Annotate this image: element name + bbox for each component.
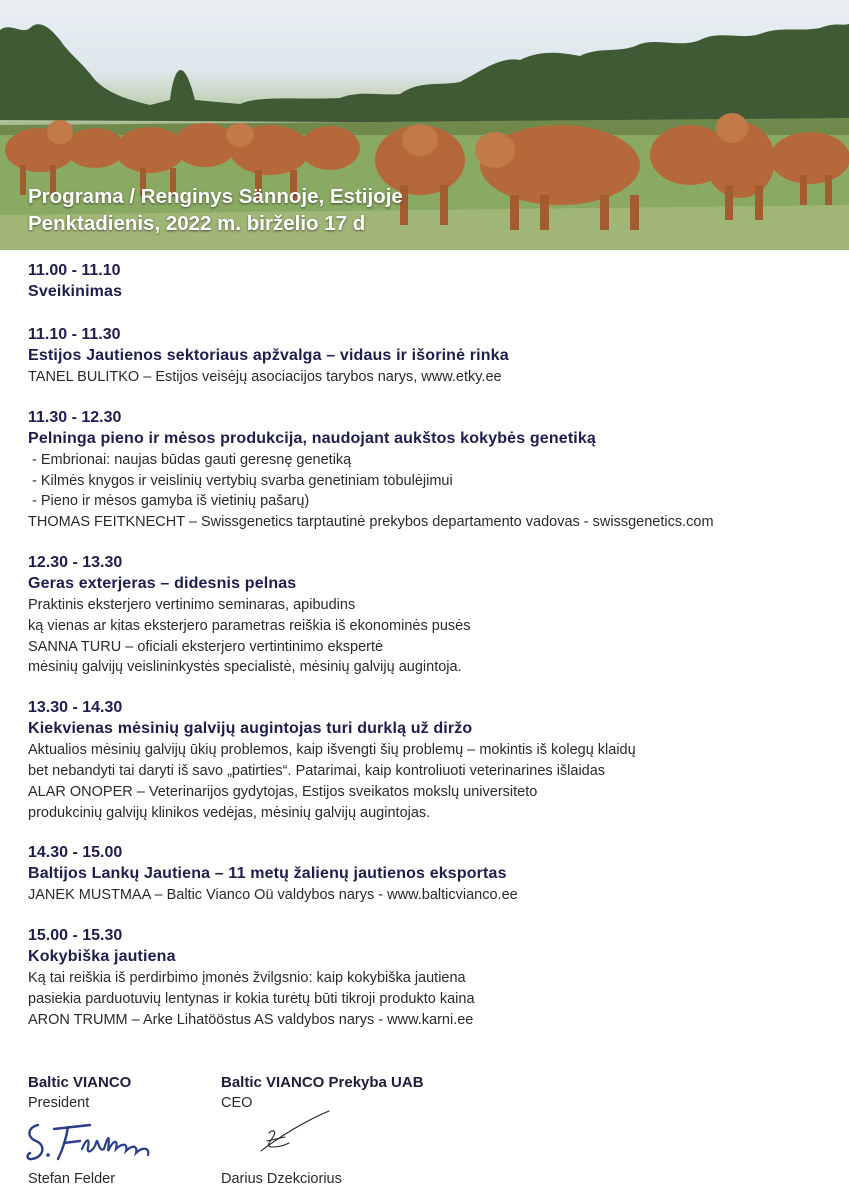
agenda-topic: Pelninga pieno ir mėsos produkcija, naudojant aukštos kokybės genetiką: [28, 429, 596, 447]
agenda-item: [28, 260, 828, 303]
agenda-topic: Geras exterjeras – didesnis pelnas: [28, 574, 297, 592]
agenda-item: [28, 324, 828, 388]
agenda-item: [28, 407, 828, 533]
signature-name: Stefan Felder: [28, 1171, 116, 1187]
agenda-item: [28, 925, 828, 1030]
handwritten-signature-felder: [24, 1115, 164, 1167]
title-line-1: Programa / Renginys Sännoje, Estijoje: [28, 185, 403, 208]
agenda: [28, 260, 828, 1031]
agenda-topic: Estijos Jautienos sektoriaus apžvalga – vidaus ir išorinė rinka: [28, 347, 509, 364]
description-line: produkcinių galvijų klinikos vedėjas, mėsinių galvijų augintojas.: [28, 804, 431, 821]
description-line: - Pieno ir mėsos gamyba iš vietinių pašarų): [28, 493, 310, 510]
agenda-time: 15.00 - 15.30: [28, 927, 123, 945]
signature-role: CEO: [221, 1095, 253, 1111]
description-line: bet nebandyti tai daryti iš savo „patirties“. Patarimai, kaip kontroliuoti veterinarines išlaidas: [28, 762, 606, 779]
agenda-time: 11.10 - 11.30: [28, 326, 121, 343]
agenda-time: 12.30 - 13.30: [28, 553, 123, 571]
agenda-time: 11.30 - 12.30: [28, 408, 122, 426]
handwritten-signature-dzekciorius: [255, 1107, 335, 1157]
agenda-description: [28, 740, 828, 823]
agenda-topic: Sveikinimas: [28, 283, 123, 300]
description-line: TANEL BULITKO – Estijos veisėjų asociacijos tarybos narys, www.etky.ee: [28, 369, 502, 385]
agenda-topic: Baltijos Lankų Jautiena – 11 metų žalienų jautienos eksportas: [28, 865, 507, 883]
signature-organization: Baltic VIANCO Prekyba UAB: [221, 1074, 424, 1091]
description-line: mėsinių galvijų veislininkystės specialistė, mėsinių galvijų augintoja.: [28, 659, 462, 676]
header-banner: [0, 0, 849, 250]
title-line-2: Penktadienis, 2022 m. birželio 17 d: [28, 212, 366, 235]
description-line: ALAR ONOPER – Veterinarijos gydytojas, Estijos sveikatos mokslų universiteto: [28, 783, 538, 800]
description-line: pasiekia parduotuvių lentynas ir kokia turėtų būti tikroji produkto kaina: [28, 990, 475, 1007]
agenda-description: [28, 885, 828, 906]
signatures: [0, 1073, 849, 1200]
signature-role: President: [28, 1095, 90, 1111]
description-line: Ką tai reiškia iš perdirbimo įmonės žvilgsnio: kaip kokybiška jautiena: [28, 970, 466, 987]
agenda-description: [28, 595, 828, 678]
description-line: THOMAS FEITKNECHT – Swissgenetics tarptautinė prekybos departamento vadovas - swissgenetics.com: [28, 514, 714, 531]
agenda-item: [28, 552, 828, 678]
agenda-item: [28, 697, 828, 823]
agenda-time: 13.30 - 14.30: [28, 699, 123, 717]
page-title: [28, 183, 403, 237]
signature-organization: Baltic VIANCO: [28, 1074, 132, 1091]
description-line: JANEK MUSTMAA – Baltic Vianco Oü valdybos narys - www.balticvianco.ee: [28, 887, 518, 904]
agenda-description: [28, 450, 828, 533]
agenda-item: [28, 842, 828, 906]
description-line: - Kilmės knygos ir veislinių vertybių svarba genetiniam tobulėjimui: [28, 472, 453, 489]
signature-block-president: [28, 1073, 131, 1113]
description-line: ARON TRUMM – Arke Lihatööstus AS valdybos narys - www.karni.ee: [28, 1011, 474, 1028]
agenda-time: 11.00 - 11.10: [28, 262, 121, 279]
description-line: Aktualios mėsinių galvijų ūkių problemos, kaip išvengti šių problemų – mokintis iš kolegų klaidų: [28, 742, 636, 759]
description-line: Praktinis eksterjero vertinimo seminaras, apibudins: [28, 596, 356, 613]
agenda-description: [28, 367, 828, 388]
agenda-time: 14.30 - 15.00: [28, 844, 123, 862]
description-line: ką vienas ar kitas eksterjero parametras reiškia iš ekonominės pusės: [28, 617, 471, 634]
agenda-topic: Kokybiška jautiena: [28, 948, 176, 966]
description-line: - Embrionai: naujas būdas gauti geresnę genetiką: [28, 451, 352, 468]
signature-name: Darius Dzekciorius: [221, 1171, 342, 1187]
agenda-topic: Kiekvienas mėsinių galvijų augintojas turi durklą už diržo: [28, 720, 473, 738]
agenda-description: [28, 968, 828, 1030]
description-line: SANNA TURU – oficiali eksterjero vertintinimo ekspertė: [28, 638, 384, 655]
